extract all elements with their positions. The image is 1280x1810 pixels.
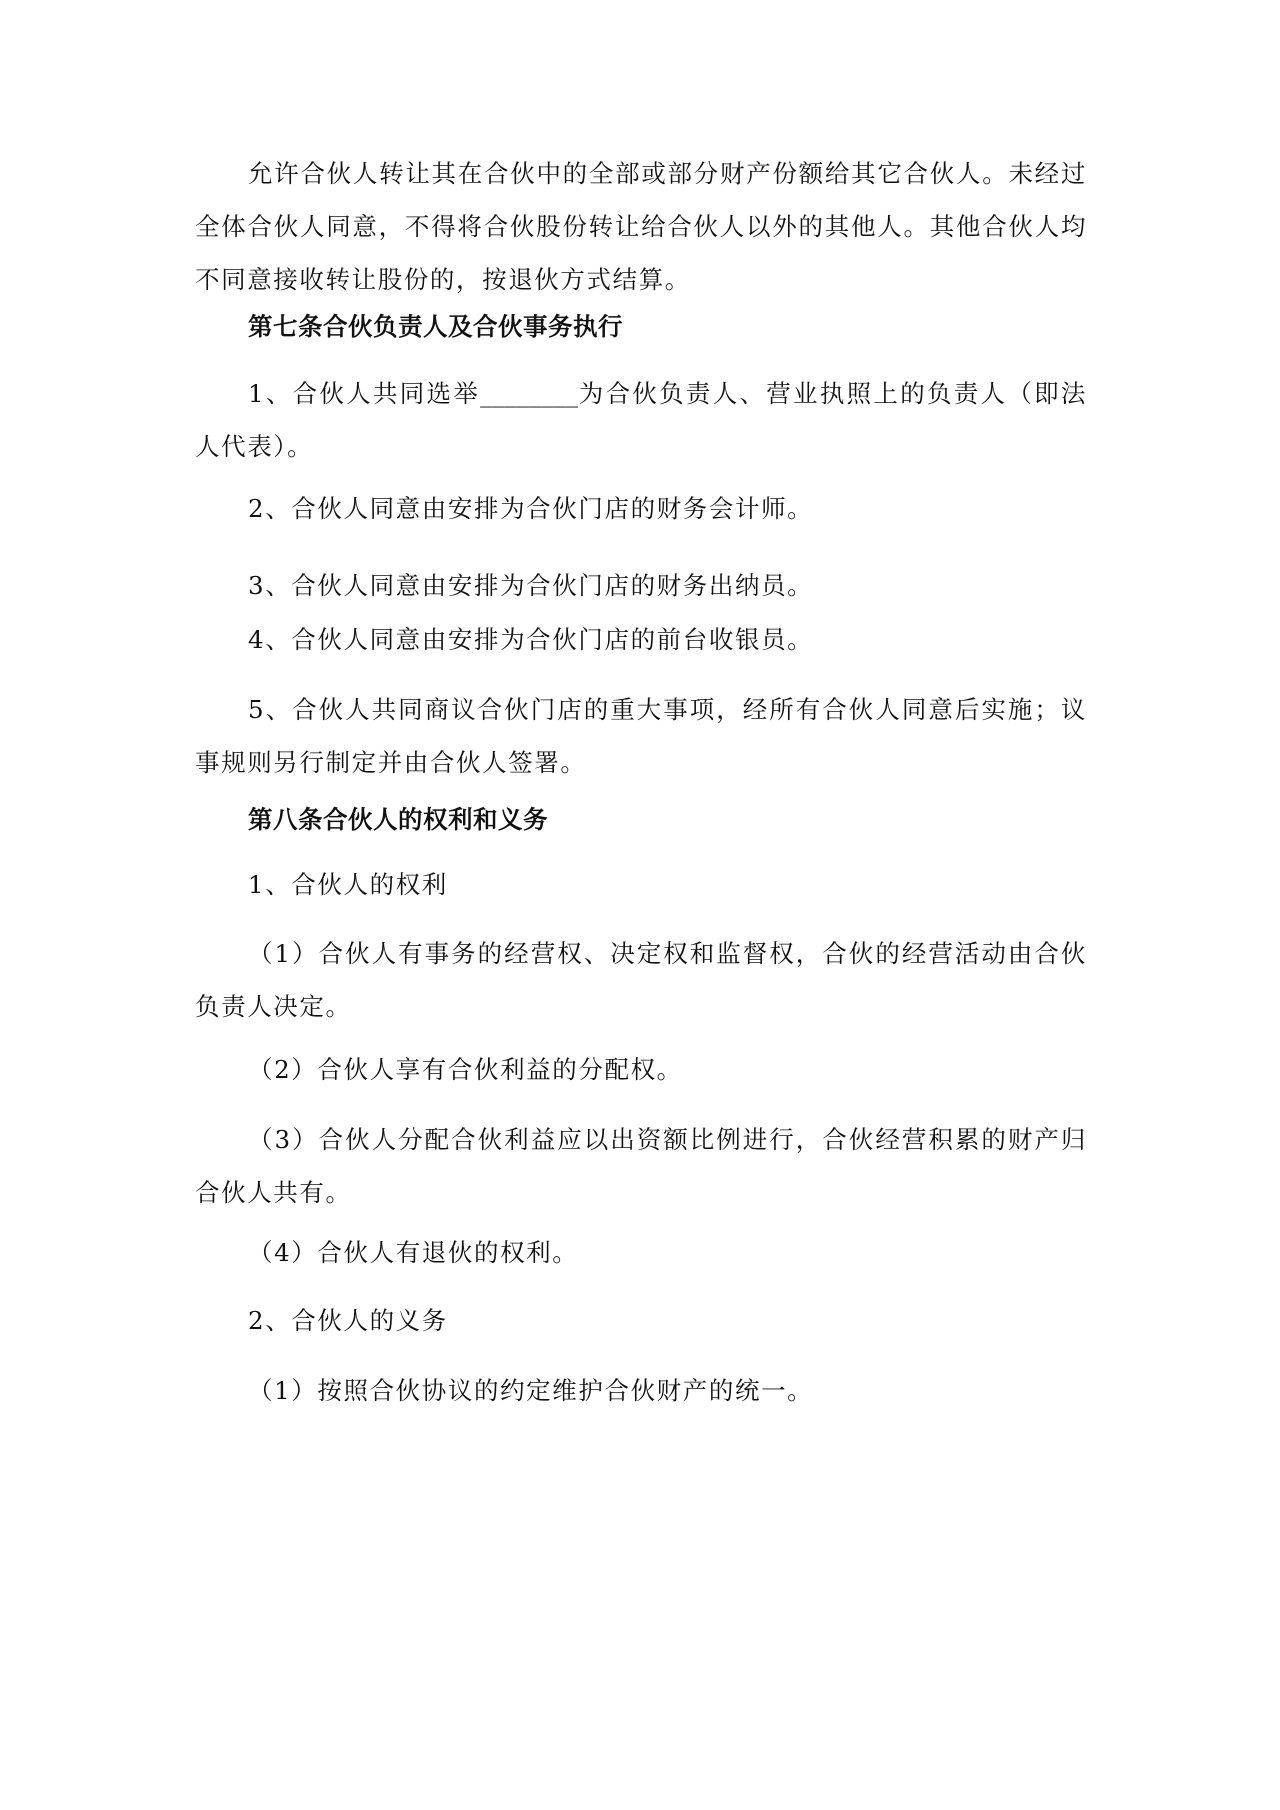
leader-name-blank: ________ xyxy=(480,379,579,408)
paragraph-7-2-accountant: 2、合伙人同意由安排为合伙门店的财务会计师。 xyxy=(248,494,814,523)
paragraph-8-1-4-withdrawal-right: （4）合伙人有退伙的权利。 xyxy=(248,1238,579,1267)
paragraph-8-1-3-distribution-ratio: （3）合伙人分配合伙利益应以出资额比例进行，合伙经营积累的财产归合伙人共有。 xyxy=(195,1125,1087,1207)
paragraph-7-1-text-before: 1、合伙人共同选举 xyxy=(248,379,481,408)
paragraph-8-2-1-maintain-property: （1）按照合伙协议的约定维护合伙财产的统一。 xyxy=(248,1376,814,1405)
heading-article-7: 第七条合伙负责人及合伙事务执行 xyxy=(248,312,623,341)
paragraph-8-1-2-profit-distribution: （2）合伙人享有合伙利益的分配权。 xyxy=(248,1055,683,1084)
paragraph-7-3-cashier: 3、合伙人同意由安排为合伙门店的财务出纳员。 xyxy=(248,571,814,600)
paragraph-7-1-text-after: 为合伙负责人、营业执照上的负责人（即法人代表）。 xyxy=(195,379,1087,461)
paragraph-7-5-major-matters: 5、合伙人共同商议合伙门店的重大事项，经所有合伙人同意后实施；议事规则另行制定并由合伙人签署。 xyxy=(195,695,1087,777)
paragraph-8-2-obligations: 2、合伙人的义务 xyxy=(248,1306,448,1335)
heading-article-8: 第八条合伙人的权利和义务 xyxy=(248,805,548,834)
paragraph-8-1-rights: 1、合伙人的权利 xyxy=(248,870,448,899)
paragraph-7-1-elect-leader xyxy=(195,367,1087,473)
paragraph-7-4-front-desk: 4、合伙人同意由安排为合伙门店的前台收银员。 xyxy=(248,625,814,654)
paragraph-share-transfer: 允许合伙人转让其在合伙中的全部或部分财产份额给其它合伙人。未经过全体合伙人同意，不得将合伙股份转让给合伙人以外的其他人。其他合伙人均不同意接收转让股份的，按退伙方式结算。 xyxy=(195,159,1087,294)
paragraph-8-1-1-management-rights: （1）合伙人有事务的经营权、决定权和监督权，合伙的经营活动由合伙负责人决定。 xyxy=(195,939,1087,1021)
